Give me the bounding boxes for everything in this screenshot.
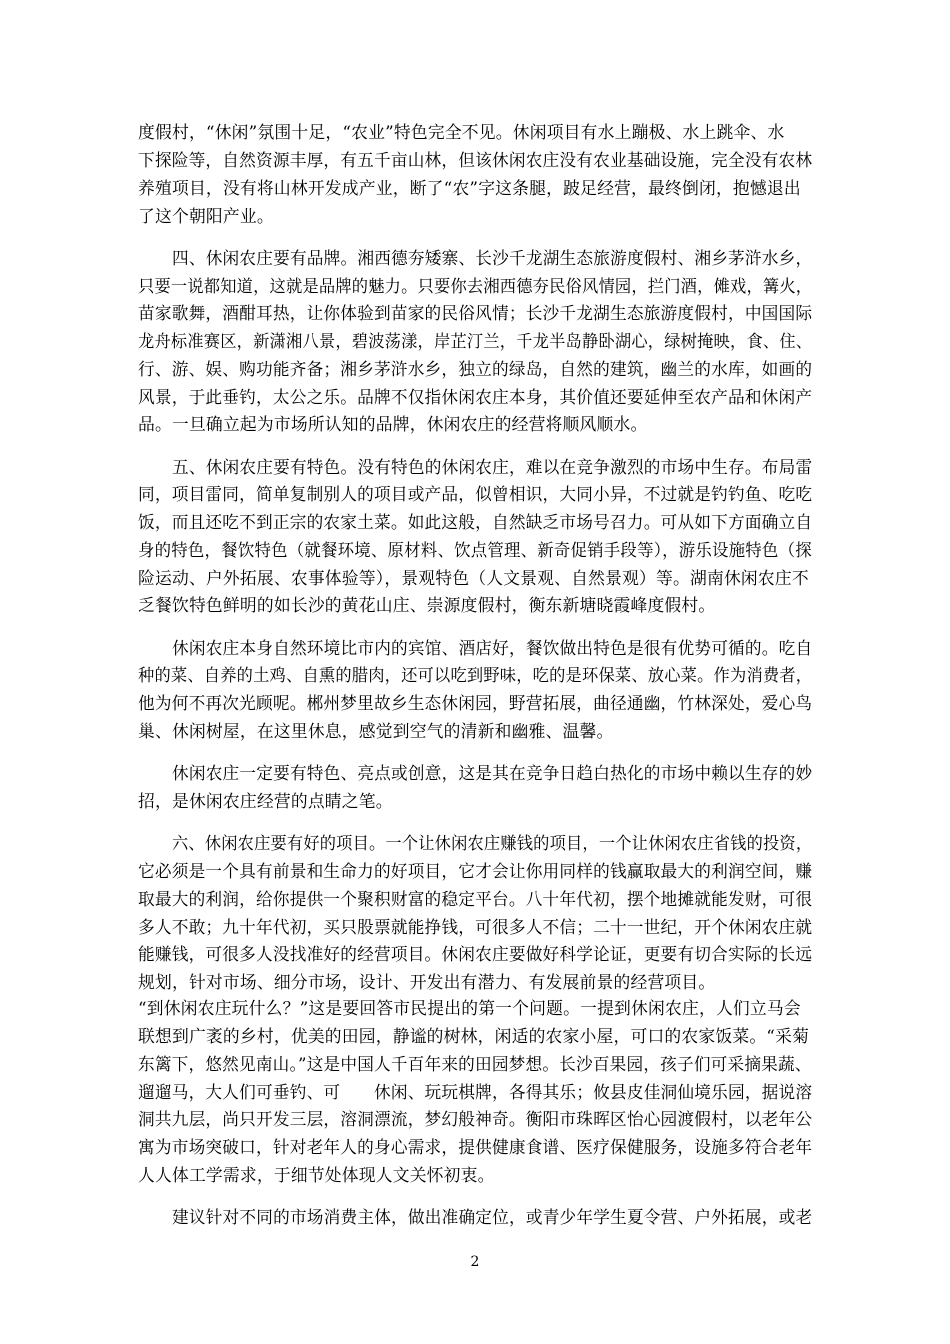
text-line: 人人体工学需求，于细节处体现人文关怀初衷。 (138, 1165, 495, 1185)
text-line: 它必须是一个具有前景和生命力的好项目，它才会让你用同样的钱赢取最大的利润空间，赚 (138, 861, 813, 881)
text-line: 同，项目雷同，简单复制别人的项目或产品，似曾相识，大同小异，不过就是钓钓鱼、吃吃 (138, 484, 813, 504)
text-line: 风景，于此垂钓，太公之乐。品牌不仅指休闲农庄本身，其价值还要延伸至农产品和休闲产 (138, 387, 813, 407)
text-line: 休闲农庄本身自然环境比市内的宾馆、酒店好，餐饮做出特色是很有优势可循的。吃自 (172, 638, 813, 658)
text-line: 多人不敢；九十年代初，买只股票就能挣钱，可很多人不信；二十一世纪，开个休闲农庄就 (138, 917, 813, 937)
text-line: 休闲农庄一定要有特色、亮点或创意，这是其在竞争日趋白热化的市场中赖以生存的妙 (172, 763, 813, 783)
text-line: 险运动、户外拓展、农事体验等），景观特色（人文景观、自然景观）等。湖南休闲农庄不 (138, 568, 809, 588)
text-line: 龙舟标准赛区，新潇湘八景，碧波荡漾，岸芷汀兰，千龙半岛静卧湖心，绿树掩映，食、住、 (138, 331, 813, 351)
text-line: 寓为市场突破口，针对老年人的身心需求，提供健康食谱、医疗保健服务，设施多符合老年 (138, 1137, 813, 1157)
text-line: 取最大的利润，给你提供一个聚积财富的稳定平台。八十年代初，摆个地摊就能发财，可很 (138, 889, 813, 909)
text-line: 四、休闲农庄要有品牌。湘西德夯矮寨、长沙千龙湖生态旅游度假村、湘乡茅浒水乡， (172, 248, 813, 268)
text-line: “到休闲农庄玩什么？”这是要回答市民提出的第一个问题。一提到休闲农庄，人们立马会 (138, 998, 801, 1018)
text-line: 五、休闲农庄要有特色。没有特色的休闲农庄，难以在竞争激烈的市场中生存。布局雷 (172, 457, 813, 477)
text-line: 度假村，“休闲”氛围十足，“农业”特色完全不见。休闲项目有水上蹦极、水上跳伞、水 (138, 122, 785, 142)
text-line: 联想到广袤的乡村，优美的田园，静谧的树林，闲适的农家小屋，可口的农家饭菜。“采菊 (138, 1026, 810, 1046)
text-line: 巢、休闲树屋，在这里休息，感觉到空气的清新和幽雅、温馨。 (138, 721, 614, 741)
text-line: 苗家歌舞，酒酣耳热，让你体验到苗家的民俗风情；长沙千龙湖生态旅游度假村，中国国际 (138, 303, 813, 323)
text-line: 只要一说都知道，这就是品牌的魅力。只要你去湘西德夯民俗风情园，拦门酒，傩戏，篝火， (138, 276, 813, 296)
text-line: 建议针对不同的市场消费主体，做出准确定位，或青少年学生夏令营、户外拓展，或老 (172, 1207, 813, 1227)
text-line: 养殖项目，没有将山林开发成产业，断了“农”字这条腿，跛足经营，最终倒闭，抱憾退出 (138, 178, 801, 198)
text-line: 招，是休闲农庄经营的点睛之笔。 (138, 791, 393, 811)
text-line: 他为何不再次光顾呢。郴州梦里故乡生态休闲园，野营拓展，曲径通幽，竹林深处，爱心鸟 (138, 693, 813, 713)
text-line: 饭，而且还吃不到正宗的农家土菜。如此这般，自然缺乏市场号召力。可从如下方面确立自 (138, 512, 813, 532)
text-line: 品。一旦确立起为市场所认知的品牌，休闲农庄的经营将顺风顺水。 (138, 414, 648, 434)
text-line: 东篱下，悠然见南山。”这是中国人千百年来的田园梦想。长沙百果园，孩子们可采摘果蔬、 (138, 1054, 812, 1074)
text-line: 六、休闲农庄要有好的项目。一个让休闲农庄赚钱的项目，一个让休闲农庄省钱的投资， (172, 833, 813, 853)
text-line: 了这个朝阳产业。 (138, 206, 274, 226)
page-number: 2 (470, 1254, 480, 1270)
text-line: 洞共九层，尚只开发三层，溶洞漂流，梦幻般神奇。衡阳市珠晖区怡心园渡假村，以老年公 (138, 1109, 813, 1129)
text-line: 遛遛马，大人们可垂钓、可 休闲、玩玩棋牌，各得其乐；攸县皮佳洞仙境乐园，据说溶 (138, 1082, 813, 1102)
text-line: 乏餐饮特色鲜明的如长沙的黄花山庄、崇源度假村，衡东新塘晓霞峰度假村。 (138, 595, 716, 615)
text-line: 能赚钱，可很多人没找准好的经营项目。休闲农庄要做好科学论证，更要有切合实际的长远 (138, 944, 813, 964)
text-line: 下探险等，自然资源丰厚，有五千亩山林，但该休闲农庄没有农业基础设施，完全没有农林 (138, 150, 813, 170)
text-line: 身的特色，餐饮特色（就餐环境、原材料、饮点管理、新奇促销手段等），游乐设施特色（探 (138, 540, 812, 560)
text-line: 规划，针对市场、细分市场，设计、开发出有潜力、有发展前景的经营项目。 (138, 972, 716, 992)
text-line: 种的菜、自养的土鸡、自熏的腊肉，还可以吃到野味，吃的是环保菜、放心菜。作为消费者， (138, 665, 813, 685)
text-line: 行、游、娱、购功能齐备；湘乡茅浒水乡，独立的绿岛，自然的建筑，幽兰的水库，如画的 (138, 359, 813, 379)
